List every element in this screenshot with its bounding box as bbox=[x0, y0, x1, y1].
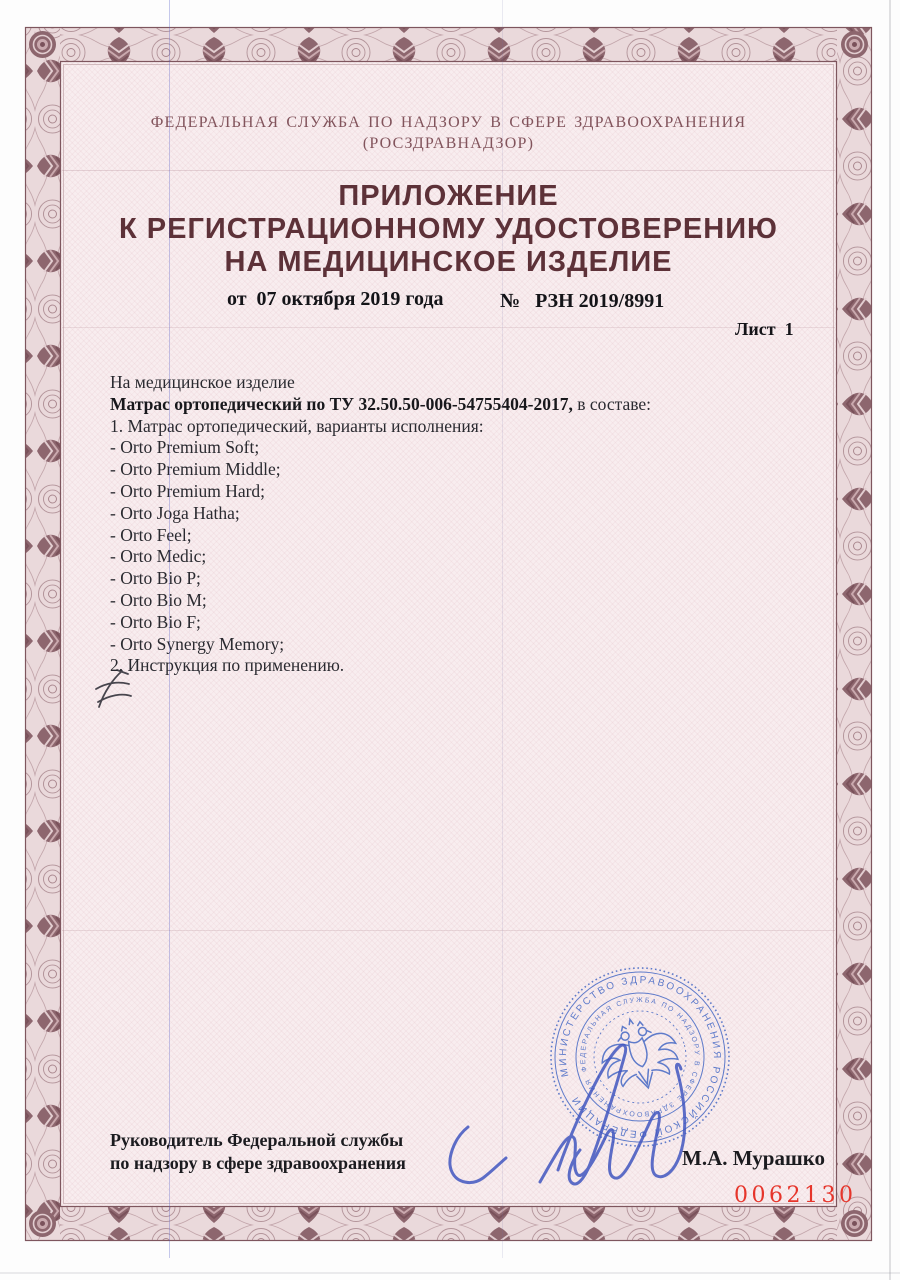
product-name-bold: Матрас ортопедический по ТУ 32.50.50-006-54755404-2017, bbox=[110, 393, 573, 414]
variant-line: - Orto Feel; bbox=[110, 524, 192, 545]
product-name-tail: в составе: bbox=[572, 393, 652, 414]
scan-edge bbox=[0, 1272, 900, 1274]
composition-item-2: 2. Инструкция по применению. bbox=[110, 655, 345, 676]
variant-list bbox=[110, 437, 770, 655]
faint-rule bbox=[62, 930, 835, 931]
variant-line: - Orto Premium Soft; bbox=[110, 437, 260, 458]
signer-title-line-1: Руководитель Федеральной службы bbox=[110, 1130, 404, 1150]
title-line-3: НА МЕДИЦИНСКОЕ ИЗДЕЛИЕ bbox=[224, 246, 673, 278]
stamp-inner-ring-text: ФЕДЕРАЛЬНАЯ СЛУЖБА ПО НАДЗОРУ В СФЕРЕ ЗДРАВООХРАНЕНИЯ bbox=[579, 996, 701, 1118]
signer-name: М.А. Мурашко bbox=[682, 1146, 826, 1170]
variant-line: - Orto Premium Middle; bbox=[110, 459, 281, 480]
variant-line: - Orto Synergy Memory; bbox=[110, 633, 285, 654]
agency-line-1: ФЕДЕРАЛЬНАЯ СЛУЖБА ПО НАДЗОРУ В СФЕРЕ ЗДРАВООХРАНЕНИЯ bbox=[150, 114, 747, 131]
issue-date: от 07 октября 2019 года bbox=[227, 288, 444, 310]
document-title bbox=[60, 180, 837, 279]
variant-line: - Orto Joga Hatha; bbox=[110, 502, 240, 523]
signer-title-line-2: по надзору в сфере здравоохранения bbox=[110, 1152, 406, 1173]
agency-line-2: (РОСЗДРАВНАДЗОР) bbox=[362, 135, 535, 152]
signer-title bbox=[110, 1129, 406, 1174]
sheet-number: Лист 1 bbox=[735, 319, 794, 339]
faint-rule bbox=[62, 327, 835, 328]
variant-line: - Orto Bio P; bbox=[110, 568, 201, 589]
device-description bbox=[110, 372, 770, 677]
form-serial-number: 0062130 bbox=[734, 1183, 857, 1208]
handwritten-paraph bbox=[88, 662, 148, 717]
variant-line: - Orto Premium Hard; bbox=[110, 480, 266, 501]
stamp-outer-ring-text: МИНИСТЕРСТВО ЗДРАВООХРАНЕНИЯ РОССИЙСКОЙ ФЕДЕРАЦИИ bbox=[557, 974, 723, 1140]
variant-line: - Orto Bio F; bbox=[110, 611, 201, 632]
agency-header bbox=[60, 112, 837, 154]
title-line-2: К РЕГИСТРАЦИОННОМУ УДОСТОВЕРЕНИЮ bbox=[119, 213, 778, 245]
variant-line: - Orto Medic; bbox=[110, 546, 207, 567]
faint-rule bbox=[62, 170, 835, 171]
product-name-line bbox=[110, 394, 770, 416]
scan-fold-line bbox=[169, 0, 170, 1258]
registration-number: № РЗН 2019/8991 bbox=[500, 290, 665, 312]
title-line-1: ПРИЛОЖЕНИЕ bbox=[338, 180, 559, 212]
signature-ink bbox=[430, 1005, 790, 1215]
composition-item-1: 1. Матрас ортопедический, варианты исполнения: bbox=[110, 415, 484, 436]
variant-line: - Orto Bio M; bbox=[110, 589, 207, 610]
scan-edge bbox=[889, 0, 891, 1280]
intro-line: На медицинское изделие bbox=[110, 372, 295, 392]
